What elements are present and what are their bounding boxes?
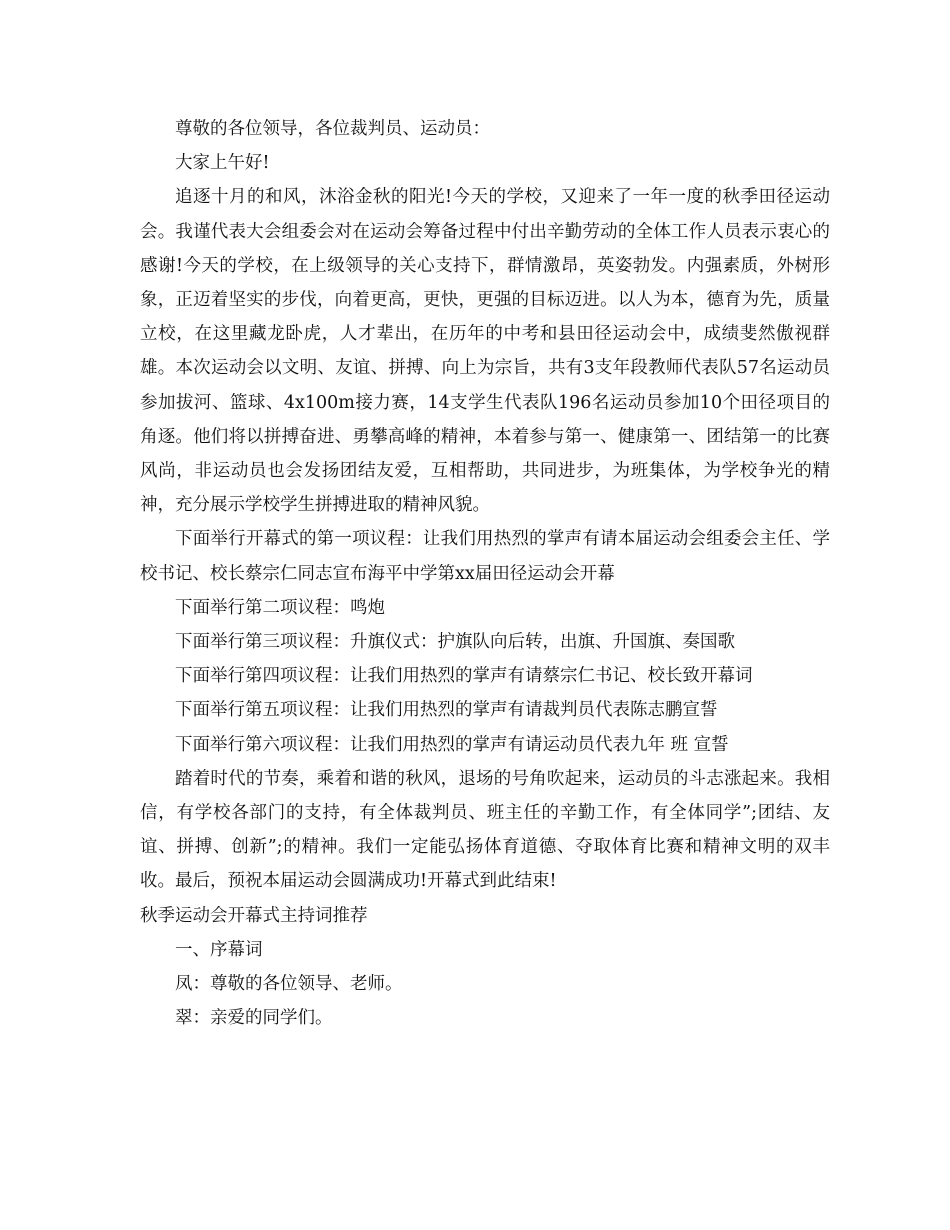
- section-heading: 秋季运动会开幕式主持词推荐: [140, 905, 368, 926]
- document-body: [140, 112, 830, 1035]
- opening-paragraph: 追逐十月的和风，沐浴金秋的阳光!今天的学校，又迎来了一年一度的秋季田径运动会。我谨代表大会组委会对在运动会筹备过程中付出辛勤劳动的全体工作人员表示衷心的感谢!今天的学校，在上级领导的关心支持下，群情激昂，英姿勃发。内强素质，外树形象，正迈着坚实的步伐，向着更高，更快，更强的目标迈进。以人为本，德育为先，质量立校，在这里藏龙卧虎，人才辈出，在历年的中考和县田径运动会中，成绩斐然傲视群雄。本次运动会以文明、友谊、拼搏、向上为宗旨，共有3支年段教师代表队57名运动员参加拔河、篮球、4x100m接力赛，14支学生代表队196名运动员参加10个田径项目的角逐。他们将以拼搏奋进、勇攀高峰的精神，本着参与第一、健康第一、团结第一的比赛风尚，非运动员也会发扬团结友爱，互相帮助，共同进步，为班集体，为学校争光的精神，充分展示学校学生拼搏进取的精神风貌。: [140, 187, 830, 516]
- agenda-item-4: 下面举行第四项议程：让我们用热烈的掌声有请蔡宗仁书记、校长致开幕词: [175, 666, 753, 687]
- greeting: 大家上午好!: [175, 153, 270, 174]
- agenda-item-2: 下面举行第二项议程：鸣炮: [175, 597, 385, 618]
- dialogue-line: 凤：尊敬的各位领导、老师。: [175, 974, 403, 995]
- salutation: 尊敬的各位领导，各位裁判员、运动员：: [175, 119, 490, 139]
- agenda-item-6: 下面举行第六项议程：让我们用热烈的掌声有请运动员代表九年 班 宣誓: [175, 734, 729, 755]
- agenda-item-3: 下面举行第三项议程：升旗仪式：护旗队向后转，出旗、升国旗、奏国歌: [175, 632, 735, 653]
- closing-paragraph: 踏着时代的节奏，乘着和谐的秋风，退场的号角吹起来，运动员的斗志涨起来。我相信，有学校各部门的支持，有全体裁判员、班主任的辛勤工作，有全体同学”;团结、友谊、拼搏、创新”;的精神。我们一定能弘扬体育道德、夺取体育比赛和精神文明的双丰收。最后，预祝本届运动会圆满成功!开幕式到此结束!: [140, 768, 830, 892]
- agenda-item-1: 下面举行开幕式的第一项议程：让我们用热烈的掌声有请本届运动会组委会主任、学校书记、校长蔡宗仁同志宣布海平中学第xx届田径运动会开幕: [140, 529, 830, 584]
- agenda-item-5: 下面举行第五项议程：让我们用热烈的掌声有请裁判员代表陈志鹏宣誓: [175, 700, 718, 721]
- subsection-heading: 一、序幕词: [175, 939, 263, 960]
- dialogue-line: 翠：亲爱的同学们。: [175, 1008, 333, 1029]
